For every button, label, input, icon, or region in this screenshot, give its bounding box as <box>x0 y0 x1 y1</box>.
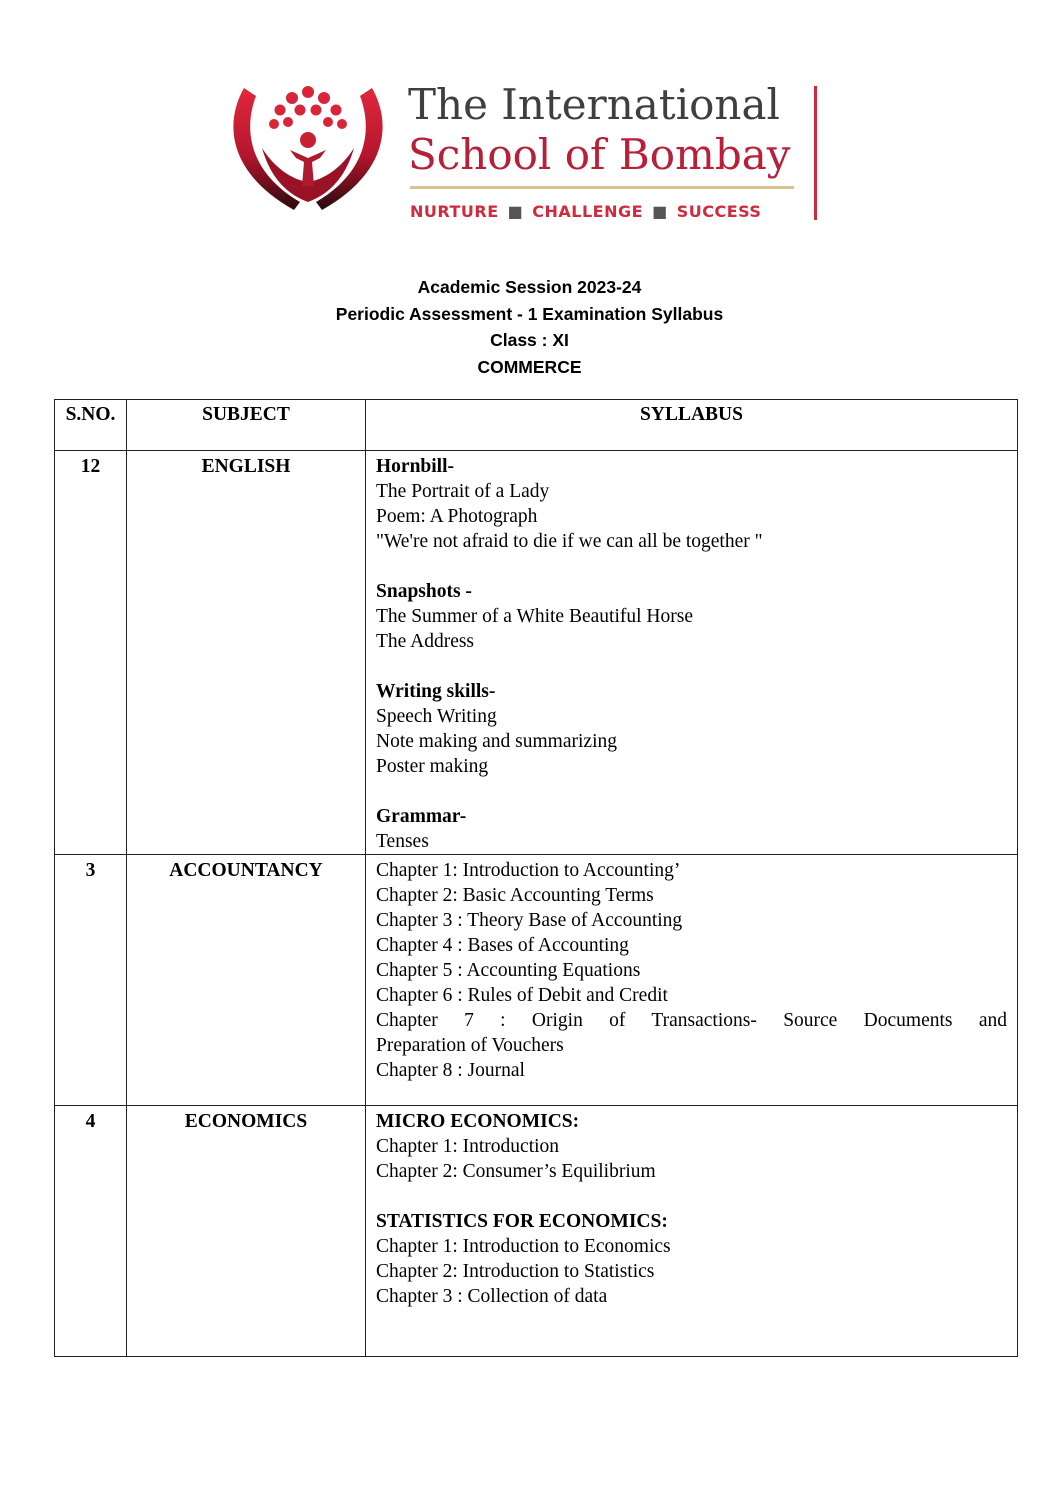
syllabus-item: Speech Writing <box>376 706 497 727</box>
header-syllabus: SYLLABUS <box>366 400 1018 451</box>
table-row <box>55 451 1018 855</box>
row-subject: ENGLISH <box>127 451 366 855</box>
row-subject: ECONOMICS <box>127 1106 366 1357</box>
syllabus-item: Chapter 3 : Theory Base of Accounting <box>376 910 683 931</box>
document-titles <box>0 274 1059 380</box>
row-sno: 12 <box>55 451 127 855</box>
section-heading: STATISTICS FOR ECONOMICS: <box>376 1211 668 1232</box>
syllabus-item: Chapter 2: Consumer’s Equilibrium <box>376 1161 656 1182</box>
bullet-icon: ■ <box>652 202 668 221</box>
syllabus-item: Chapter 1: Introduction to Accounting’ <box>376 860 681 881</box>
syllabus-item: Preparation of Vouchers <box>376 1035 564 1056</box>
syllabus-item: Chapter 7 : Origin of Transactions- Source Documents and <box>376 1010 1007 1031</box>
syllabus-item: Chapter 3 : Collection of data <box>376 1286 608 1307</box>
syllabus-item: Chapter 1: Introduction <box>376 1136 560 1157</box>
syllabus-item: The Portrait of a Lady <box>376 481 550 502</box>
syllabus-item: The Address <box>376 631 475 652</box>
logo-vertical-bar <box>814 86 817 220</box>
school-name-line2: School of Bombay <box>408 130 791 179</box>
syllabus-item: Poster making <box>376 756 489 777</box>
table-row <box>55 1106 1018 1357</box>
syllabus-item: Chapter 2: Basic Accounting Terms <box>376 885 654 906</box>
tagline-word: CHALLENGE <box>532 202 644 221</box>
tagline-word: SUCCESS <box>676 202 762 221</box>
lotus-hands-emblem-icon <box>222 78 392 218</box>
exam-title: Periodic Assessment - 1 Examination Syllabus <box>335 303 724 324</box>
school-name-line1: The International <box>408 80 780 129</box>
section-heading: Snapshots - <box>376 581 472 602</box>
syllabus-item: Poem: A Photograph <box>376 506 538 527</box>
section-heading: Grammar- <box>376 806 467 827</box>
section-heading: Hornbill- <box>376 456 455 477</box>
table-header-row <box>55 400 1018 451</box>
syllabus-table <box>54 399 1018 1357</box>
syllabus-item: Tenses <box>376 831 429 852</box>
bullet-icon: ■ <box>507 202 524 221</box>
header-sno: S.NO. <box>55 400 127 451</box>
row-subject: ACCOUNTANCY <box>127 855 366 1106</box>
gold-divider <box>410 186 794 189</box>
stream-title: COMMERCE <box>477 356 582 377</box>
session-title: Academic Session 2023-24 <box>417 277 642 297</box>
school-logo <box>222 78 822 226</box>
school-name <box>408 80 803 180</box>
syllabus-item: Chapter 5 : Accounting Equations <box>376 960 641 981</box>
syllabus-item: Note making and summarizing <box>376 731 617 752</box>
syllabus-item: Chapter 4 : Bases of Accounting <box>376 935 629 956</box>
row-syllabus <box>366 855 1018 1106</box>
section-heading: MICRO ECONOMICS: <box>376 1111 580 1132</box>
tagline-word: NURTURE <box>410 202 499 221</box>
header-subject: SUBJECT <box>127 400 366 451</box>
class-title: Class : XI <box>490 330 569 350</box>
syllabus-item: Chapter 2: Introduction to Statistics <box>376 1261 655 1282</box>
row-syllabus <box>366 1106 1018 1357</box>
row-syllabus <box>366 451 1018 855</box>
table-row <box>55 855 1018 1106</box>
syllabus-item: The Summer of a White Beautiful Horse <box>376 606 693 627</box>
syllabus-item: "We're not afraid to die if we can all be together " <box>376 531 763 552</box>
school-tagline <box>410 202 810 222</box>
section-heading: Writing skills- <box>376 681 496 702</box>
syllabus-item: Chapter 8 : Journal <box>376 1060 525 1081</box>
syllabus-item: Chapter 1: Introduction to Economics <box>376 1236 671 1257</box>
syllabus-item: Chapter 6 : Rules of Debit and Credit <box>376 985 668 1006</box>
row-sno: 4 <box>55 1106 127 1357</box>
row-sno: 3 <box>55 855 127 1106</box>
